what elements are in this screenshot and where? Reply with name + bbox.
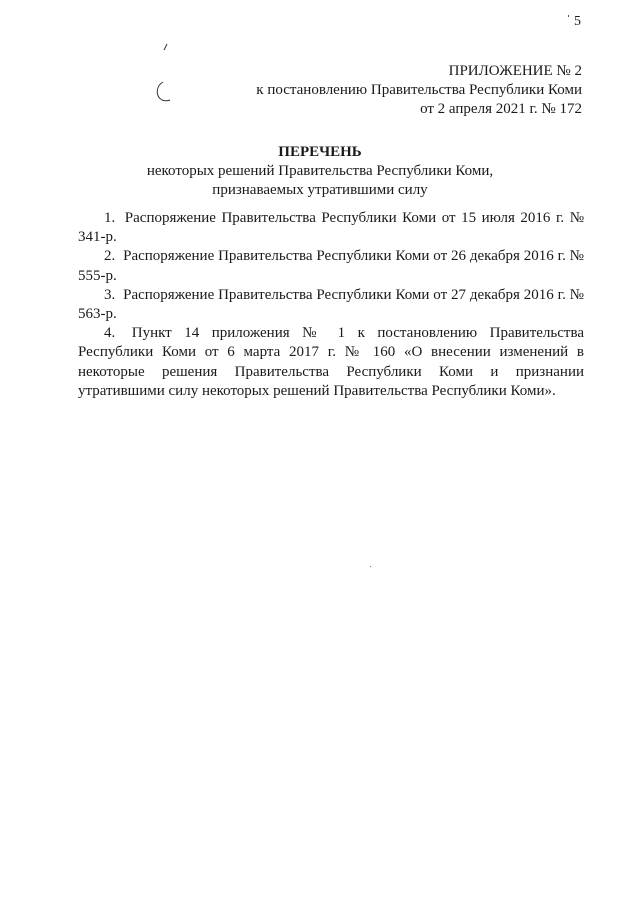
appendix-line-date: от 2 апреля 2021 г. № 172	[420, 101, 582, 117]
page-number: 5	[574, 14, 581, 29]
list-item-number: 2.	[104, 248, 116, 265]
list-item-number: 1.	[104, 210, 116, 226]
repealed-decisions-list	[78, 209, 584, 401]
handwritten-mark	[0, 0, 200, 120]
list-item	[78, 324, 584, 401]
list-item-number: 3.	[104, 286, 116, 303]
list-subtitle-line-1: некоторых решений Правительства Республики Коми,	[146, 163, 494, 179]
scan-speck	[568, 15, 569, 17]
list-title: ПЕРЕЧЕНЬ	[278, 144, 362, 160]
appendix-title: ПРИЛОЖЕНИЕ № 2	[448, 63, 582, 79]
appendix-header	[256, 62, 582, 119]
list-item	[78, 286, 584, 324]
list-item	[78, 247, 584, 285]
list-subtitle-line-2: признаваемых утратившими силу	[212, 182, 428, 198]
list-item-text: Распоряжение Правительства Республики Коми от 27 декабря 2016 г. № 563-р.	[78, 286, 584, 323]
list-item-text: Распоряжение Правительства Республики Коми от 15 июля 2016 г. № 341-р.	[78, 210, 585, 246]
list-item	[78, 209, 584, 247]
scan-speck	[370, 566, 371, 567]
list-item-text: Пункт 14 приложения № 1 к постановлению Правительства Республики Коми от 6 марта 2017 г. № 160 «О внесении изменений в некоторые решения Правительства Республики Коми и признании утратившими силу некоторых решений Правительства Республики Коми».	[78, 325, 585, 399]
list-item-number: 4.	[104, 325, 116, 342]
list-heading	[0, 143, 640, 200]
appendix-line-resolution: к постановлению Правительства Республики Коми	[256, 82, 582, 98]
list-item-text: Распоряжение Правительства Республики Коми от 26 декабря 2016 г. № 555-р.	[78, 248, 584, 284]
